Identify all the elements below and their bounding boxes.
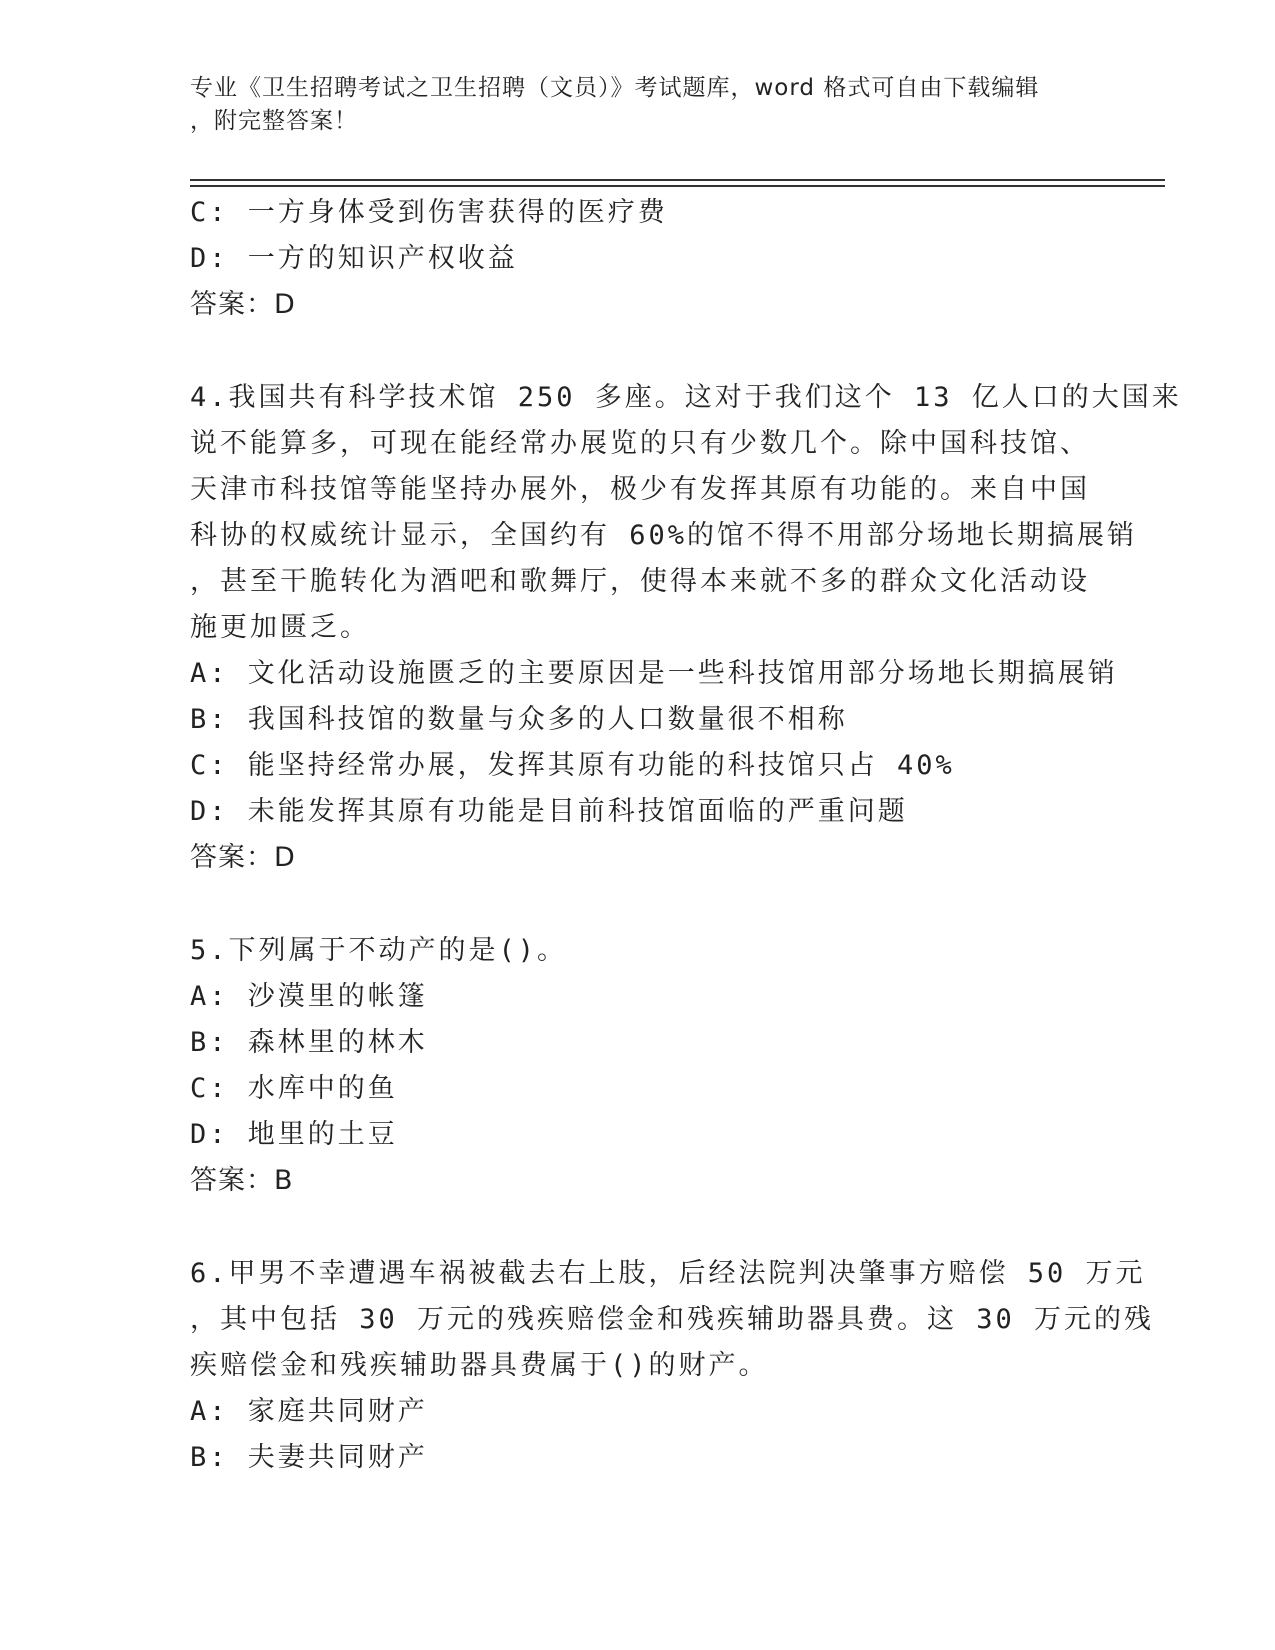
option-b: B: 我国科技馆的数量与众多的人口数量很不相称 bbox=[190, 704, 848, 735]
question-6 bbox=[190, 1251, 1155, 1481]
question-stem-line: 科协的权威统计显示，全国约有 60%的馆不得不用部分场地长期搞展销 bbox=[190, 520, 1138, 551]
question-5 bbox=[190, 928, 1150, 1204]
option-d: D: 一方的知识产权收益 bbox=[190, 243, 518, 274]
question-stem-line: 施更加匮乏。 bbox=[190, 612, 370, 643]
question-3-tail bbox=[190, 190, 1150, 328]
option-a: A: 沙漠里的帐篷 bbox=[190, 981, 428, 1012]
option-d: D: 地里的土豆 bbox=[190, 1119, 398, 1150]
option-c: C: 水库中的鱼 bbox=[190, 1073, 398, 1104]
header-divider-top bbox=[190, 179, 1165, 181]
answer-line: 答案：D bbox=[190, 289, 296, 320]
question-4 bbox=[190, 375, 1182, 881]
option-c: C: 一方身体受到伤害获得的医疗费 bbox=[190, 197, 668, 228]
spacer bbox=[190, 328, 1150, 375]
option-a: A: 家庭共同财产 bbox=[190, 1396, 428, 1427]
question-stem-line: 说不能算多，可现在能经常办展览的只有少数几个。除中国科技馆、 bbox=[190, 428, 1090, 459]
spacer bbox=[190, 1204, 1150, 1251]
header-line-2: ，附完整答案！ bbox=[190, 108, 358, 134]
question-content bbox=[190, 190, 1182, 1481]
document-header bbox=[190, 72, 1090, 138]
question-stem-line: 5.下列属于不动产的是()。 bbox=[190, 935, 568, 966]
header-line-1: 专业《卫生招聘考试之卫生招聘（文员）》考试题库，word 格式可自由下载编辑 bbox=[190, 75, 1040, 101]
answer-line: 答案：D bbox=[190, 842, 296, 873]
option-c: C: 能坚持经常办展，发挥其原有功能的科技馆只占 40% bbox=[190, 750, 955, 781]
option-b: B: 森林里的林木 bbox=[190, 1027, 428, 1058]
question-stem-line: ，甚至干脆转化为酒吧和歌舞厅，使得本来就不多的群众文化活动设 bbox=[190, 566, 1090, 597]
header-divider-bottom bbox=[190, 185, 1165, 187]
answer-line: 答案：B bbox=[190, 1165, 294, 1196]
question-stem-line: 天津市科技馆等能坚持办展外，极少有发挥其原有功能的。来自中国 bbox=[190, 474, 1090, 505]
question-stem-line: 疾赔偿金和残疾辅助器具费属于()的财产。 bbox=[190, 1350, 769, 1381]
spacer bbox=[190, 881, 1150, 928]
question-stem-line: 6.甲男不幸遭遇车祸被截去右上肢，后经法院判决肇事方赔偿 50 万元 bbox=[190, 1258, 1146, 1289]
option-b: B: 夫妻共同财产 bbox=[190, 1442, 428, 1473]
question-stem-line: ，其中包括 30 万元的残疾赔偿金和残疾辅助器具费。这 30 万元的残 bbox=[190, 1304, 1155, 1335]
option-a: A: 文化活动设施匮乏的主要原因是一些科技馆用部分场地长期搞展销 bbox=[190, 658, 1118, 689]
option-d: D: 未能发挥其原有功能是目前科技馆面临的严重问题 bbox=[190, 796, 908, 827]
question-stem-line: 4.我国共有科学技术馆 250 多座。这对于我们这个 13 亿人口的大国来 bbox=[190, 382, 1182, 413]
